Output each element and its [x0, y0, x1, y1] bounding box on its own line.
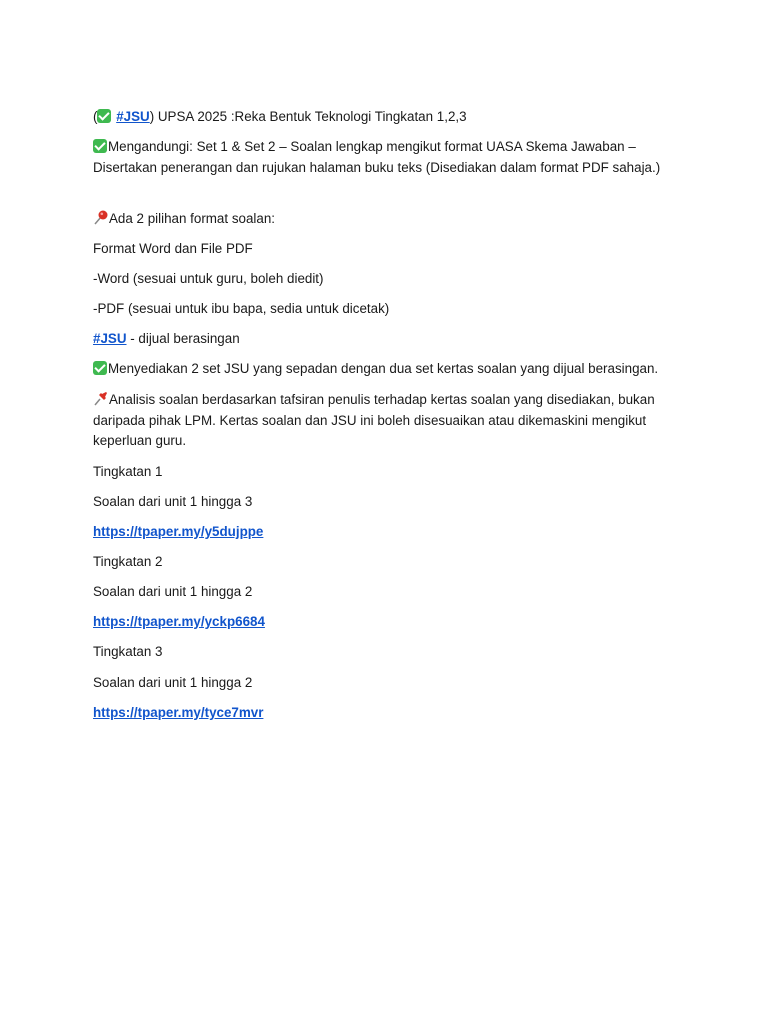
choices-heading: Ada 2 pilihan format soalan: [109, 211, 275, 226]
check-mark-icon [93, 139, 107, 153]
level-1-link-line [93, 522, 693, 543]
jsu-line-text: - dijual berasingan [126, 331, 240, 346]
jsu-line [93, 329, 693, 350]
jsu-hashtag-link[interactable]: #JSU [93, 331, 127, 346]
title-line [93, 107, 693, 128]
level-3-link-line [93, 703, 693, 724]
level-3-link[interactable]: https://tpaper.my/tyce7mvr [93, 705, 264, 720]
jsu-provide-text: Menyediakan 2 set JSU yang sepadan dengan dua set kertas soalan yang dijual berasingan. [108, 361, 659, 376]
formats-line: Format Word dan File PDF [93, 241, 253, 256]
open-paren: ( [93, 109, 98, 124]
level-3-scope: Soalan dari unit 1 hingga 2 [93, 675, 253, 690]
jsu-provide-line [93, 359, 693, 380]
title-text: ) UPSA 2025 :Reka Bentuk Teknologi Tingkatan 1,2,3 [149, 109, 467, 124]
level-3-title: Tingkatan 3 [93, 644, 163, 659]
level-1-scope: Soalan dari unit 1 hingga 3 [93, 494, 253, 509]
pushpin-icon [93, 390, 109, 406]
level-2-link[interactable]: https://tpaper.my/yckp6684 [93, 614, 265, 629]
check-mark-icon [93, 361, 107, 375]
analysis-text: Analisis soalan berdasarkan tafsiran penulis terhadap kertas soalan yang disediakan, bukan daripada pihak LPM. Kertas soalan dan JSU ini boleh disesuaikan atau dikemaskini mengikut keperluan guru. [93, 392, 655, 448]
check-mark-icon [97, 109, 111, 123]
contents-text: Mengandungi: Set 1 & Set 2 – Soalan lengkap mengikut format UASA Skema Jawaban – Disertakan penerangan dan rujukan halaman buku teks (Disediakan dalam format PDF sahaja.) [93, 139, 661, 175]
pdf-option: -PDF (sesuai untuk ibu bapa, sedia untuk dicetak) [93, 301, 390, 316]
level-1-title: Tingkatan 1 [93, 464, 163, 479]
contents-paragraph [93, 137, 693, 178]
level-2-link-line [93, 612, 693, 633]
choices-heading-line [93, 209, 693, 230]
jsu-hashtag-link[interactable]: #JSU [116, 109, 150, 124]
word-option: -Word (sesuai untuk guru, boleh diedit) [93, 271, 324, 286]
level-2-title: Tingkatan 2 [93, 554, 163, 569]
level-1-link[interactable]: https://tpaper.my/y5dujppe [93, 524, 264, 539]
round-pushpin-icon [93, 209, 109, 225]
level-2-scope: Soalan dari unit 1 hingga 2 [93, 584, 253, 599]
analysis-paragraph [93, 390, 693, 452]
